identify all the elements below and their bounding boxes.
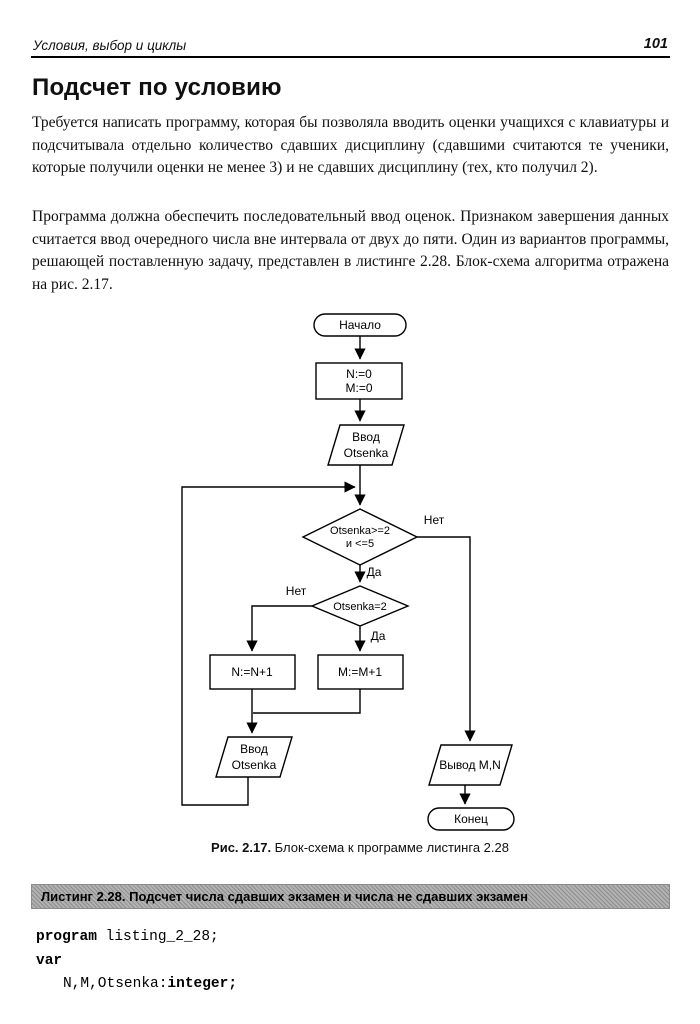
listing-header-bar (31, 884, 670, 909)
code-line (36, 926, 237, 950)
init-label-line1: N:=0 (346, 367, 372, 381)
edge-label-yes1: Да (366, 565, 382, 579)
header-rule (31, 56, 670, 58)
input-top-label-line2: Otsenka (343, 446, 389, 460)
edge-label-no2: Нет (285, 584, 307, 598)
start-label: Начало (339, 318, 381, 332)
node-decision-range-diamond (303, 509, 417, 565)
edge-incm-join (253, 689, 360, 713)
code-keyword: program (36, 929, 97, 945)
figure-caption (60, 840, 660, 855)
decision-range-label-line2: и <=5 (345, 538, 375, 550)
body-paragraph: Программа должна обеспечить последовательный ввод оценок. Признаком завершения данных считается ввод очередного числа вне интервала от двух до пяти. Один из вариантов программы, решающей поставленную задачу, представлен в листинге 2.28. Блок-схема алгоритма отражена на рис. 2.17. (32, 208, 669, 293)
figure-caption-number: Рис. 2.17. (211, 840, 272, 855)
flowchart-connectors (182, 336, 470, 805)
code-line (36, 973, 237, 997)
body-paragraph: Требуется написать программу, которая бы позволяла вводить оценки учащихся с клавиатуры и подсчитывала отдельно количество сдавших дисциплину (сдавшими считаются те ученики, которые получили оценки не менее 3) и не сдавших дисциплину (тех, кто получил 2). (32, 114, 669, 176)
end-label: Конец (454, 812, 488, 826)
code-keyword: var (36, 952, 63, 969)
edge-label-yes2: Да (370, 629, 386, 643)
edge-decision2-no-incn (252, 606, 312, 651)
section-heading: Подсчет по условию (32, 74, 282, 101)
running-header: Условия, выбор и циклы (33, 38, 187, 53)
init-label-line2: M:=0 (345, 381, 373, 395)
output-label: Вывод M,N (439, 758, 501, 772)
page-number: 101 (643, 36, 668, 52)
edge-label-no1: Нет (423, 513, 445, 527)
inc-n-label: N:=N+1 (231, 665, 273, 679)
inc-m-label: M:=M+1 (337, 665, 383, 679)
code-text: N,M,Otsenka: (63, 976, 168, 992)
input-bottom-label-line2: Otsenka (231, 758, 277, 772)
figure-caption-text: Блок-схема к программе листинга 2.28 (271, 840, 509, 855)
code-keyword: integer; (167, 976, 238, 992)
decision-range-label-line1: Otsenka>=2 (330, 525, 390, 537)
flowchart-figure (0, 310, 700, 840)
input-top-label-line1: Ввод (352, 430, 380, 444)
code-text: listing_2_28; (96, 929, 219, 945)
decision-two-label: Otsenka=2 (333, 601, 387, 613)
listing-header-text: Листинг 2.28. Подсчет числа сдавших экзамен и числа не сдавших экзамен (41, 889, 528, 904)
edge-decision1-no-output (417, 537, 470, 741)
code-listing (36, 926, 237, 997)
input-bottom-label-line1: Ввод (240, 742, 268, 756)
code-line (36, 950, 237, 974)
